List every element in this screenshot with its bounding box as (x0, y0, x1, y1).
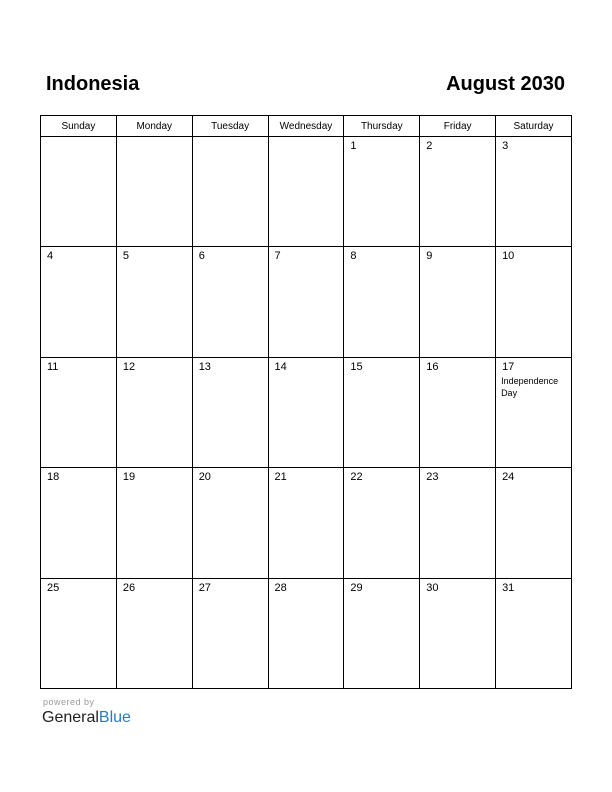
holiday-label: Independence Day (501, 375, 559, 398)
calendar-grid (40, 115, 572, 689)
week-row (41, 137, 572, 247)
day-number: 6 (198, 250, 205, 263)
day-number: 19 (122, 471, 136, 484)
empty-day-cell (116, 137, 192, 247)
day-cell (420, 137, 496, 247)
day-cell (344, 247, 420, 357)
day-cell (496, 137, 572, 247)
day-cell (41, 578, 117, 688)
day-cell (192, 578, 268, 688)
week-row (41, 578, 572, 688)
day-number: 18 (47, 471, 60, 484)
empty-day-cell (268, 137, 344, 247)
month-year-title: August 2030 (446, 73, 565, 95)
powered-by-label: powered by (43, 697, 95, 707)
day-cell (344, 468, 420, 578)
day-cell (116, 578, 192, 688)
day-number: 9 (426, 250, 433, 263)
week-row (41, 247, 572, 357)
day-cell (420, 578, 496, 688)
empty-day-cell (41, 137, 117, 247)
weekday-header-saturday: Saturday (496, 116, 572, 137)
day-cell (344, 578, 420, 688)
day-cell (116, 468, 192, 578)
day-cell (192, 247, 268, 357)
day-cell (268, 247, 344, 357)
weekday-header-sunday: Sunday (41, 116, 117, 137)
day-number: 30 (426, 581, 439, 594)
day-number: 25 (47, 581, 60, 594)
day-cell (116, 247, 192, 357)
day-number: 16 (426, 360, 439, 373)
empty-day-cell (192, 137, 268, 247)
day-cell (268, 468, 344, 578)
brand-name-blue: Blue (98, 709, 131, 726)
day-number: 20 (198, 471, 211, 484)
calendar-body (41, 137, 572, 689)
day-cell (268, 578, 344, 688)
day-number: 14 (274, 360, 287, 373)
day-number: 10 (502, 250, 515, 263)
weekday-header-friday: Friday (420, 116, 496, 137)
day-number: 1 (350, 140, 357, 152)
day-cell (268, 357, 344, 467)
weekday-header-monday: Monday (116, 116, 192, 137)
day-cell (496, 247, 572, 357)
country-title: Indonesia (46, 73, 140, 95)
day-cell (192, 468, 268, 578)
day-number: 11 (47, 360, 59, 373)
day-number: 2 (426, 140, 433, 152)
day-number: 31 (502, 581, 515, 594)
day-cell (344, 357, 420, 467)
day-cell (420, 468, 496, 578)
day-cell (496, 578, 572, 688)
weekday-header-tuesday: Tuesday (192, 116, 268, 137)
day-cell (496, 468, 572, 578)
day-cell (41, 247, 117, 357)
day-cell (41, 468, 117, 578)
day-cell (496, 357, 572, 467)
weekday-header-row (41, 116, 572, 137)
day-number: 28 (274, 581, 287, 594)
week-row (41, 468, 572, 578)
weekday-header-thursday: Thursday (344, 116, 420, 137)
day-number: 8 (350, 250, 357, 263)
day-number: 13 (198, 360, 211, 373)
generalblue-logo[interactable] (42, 708, 131, 728)
weekday-header-wednesday: Wednesday (268, 116, 344, 137)
day-number: 7 (274, 250, 281, 263)
day-number: 3 (502, 140, 509, 152)
week-row (41, 357, 572, 467)
day-number: 24 (502, 471, 515, 484)
day-number: 4 (47, 250, 54, 263)
day-number: 17 (502, 360, 515, 373)
day-number: 5 (122, 250, 129, 263)
day-number: 21 (274, 471, 287, 484)
day-cell (41, 357, 117, 467)
day-number: 29 (350, 581, 363, 594)
day-cell (192, 357, 268, 467)
day-number: 15 (350, 360, 363, 373)
brand-name-general: General (42, 709, 99, 726)
day-cell (420, 357, 496, 467)
day-number: 22 (350, 471, 363, 484)
day-number: 23 (426, 471, 439, 484)
day-number: 26 (122, 581, 136, 594)
day-cell (420, 247, 496, 357)
day-number: 27 (198, 581, 211, 594)
day-number: 12 (122, 360, 136, 373)
day-cell (344, 137, 420, 247)
day-cell (116, 357, 192, 467)
